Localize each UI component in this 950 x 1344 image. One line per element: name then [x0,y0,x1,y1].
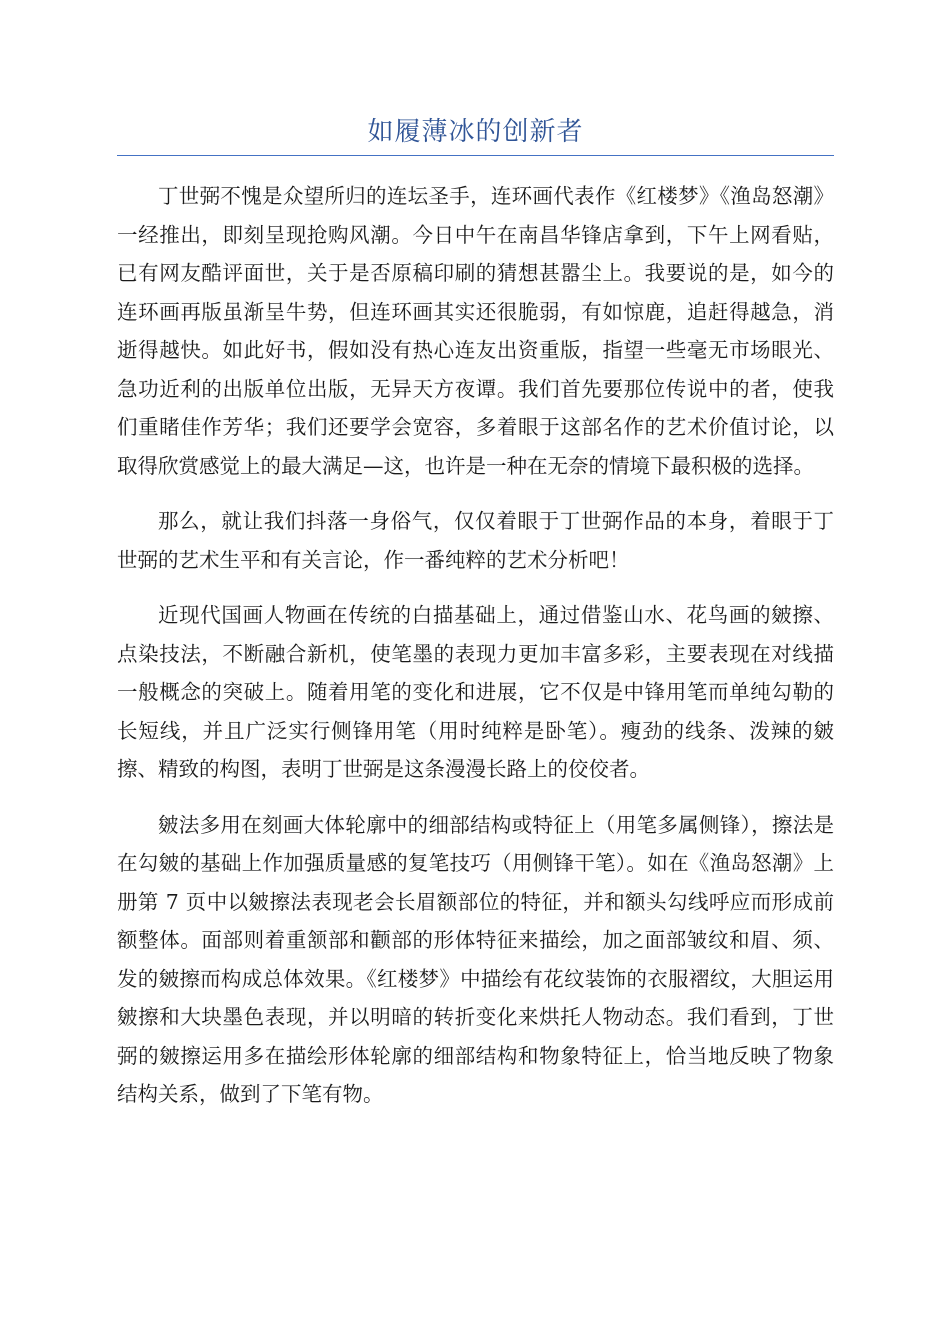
paragraph-line-technique: 近现代国画人物画在传统的白描基础上，通过借鉴山水、花鸟画的皴擦、点染技法，不断融合新机，使笔墨的表现力更加丰富多彩，主要表现在对线描一般概念的突破上。随着用笔的变化和进展，它不仅是中锋用笔而单纯勾勒的长短线，并且广泛实行侧锋用笔（用时纯粹是卧笔）。瘦劲的线条、泼辣的皴擦、精致的构图，表明丁世弼是这条漫漫长路上的佼佼者。 [117,603,834,781]
paragraph-cun-ca-technique: 皴法多用在刻画大体轮廓中的细部结构或特征上（用笔多属侧锋），擦法是在勾皴的基础上作加强质量感的复笔技巧（用侧锋干笔）。如在《渔岛怒潮》上册第 7 页中以皴擦法表现老会长眉额部位的特征，并和额头勾线呼应而形成前额整体。面部则着重颔部和颧部的形体特征来描绘，加之面部皱纹和眉、须、发的皴擦而构成总体效果。《红楼梦》中描绘有花纹装饰的衣服褶纹，大胆运用皴擦和大块墨色表现，并以明暗的转折变化来烘托人物动态。我们看到，丁世弼的皴擦运用多在描绘形体轮廓的细部结构和物象特征上，恰当地反映了物象结构关系，做到了下笔有物。 [117,812,834,1106]
paragraph-transition: 那么，就让我们抖落一身俗气，仅仅着眼于丁世弼作品的本身，着眼于丁世弼的艺术生平和有关言论，作一番纯粹的艺术分析吧！ [117,509,834,572]
article-body [117,177,834,1131]
title-underline-divider [117,155,834,156]
paragraph-intro: 丁世弼不愧是众望所归的连坛圣手，连环画代表作《红楼梦》《渔岛怒潮》一经推出，即刻呈现抢购风潮。今日中午在南昌华锋店拿到，下午上网看贴，已有网友酷评面世，关于是否原稿印刷的猜想甚嚣尘上。我要说的是，如今的连环画再版虽渐呈牛势，但连环画其实还很脆弱，有如惊鹿，追赶得越急，消逝得越快。如此好书，假如没有热心连友出资重版，指望一些毫无市场眼光、急功近利的出版单位出版，无异天方夜谭。我们首先要那位传说中的者，使我们重睹佳作芳华；我们还要学会宽容，多着眼于这部名作的艺术价值讨论，以取得欣赏感觉上的最大满足—这，也许是一种在无奈的情境下最积极的选择。 [117,184,834,478]
page-title: 如履薄冰的创新者 [367,117,584,147]
